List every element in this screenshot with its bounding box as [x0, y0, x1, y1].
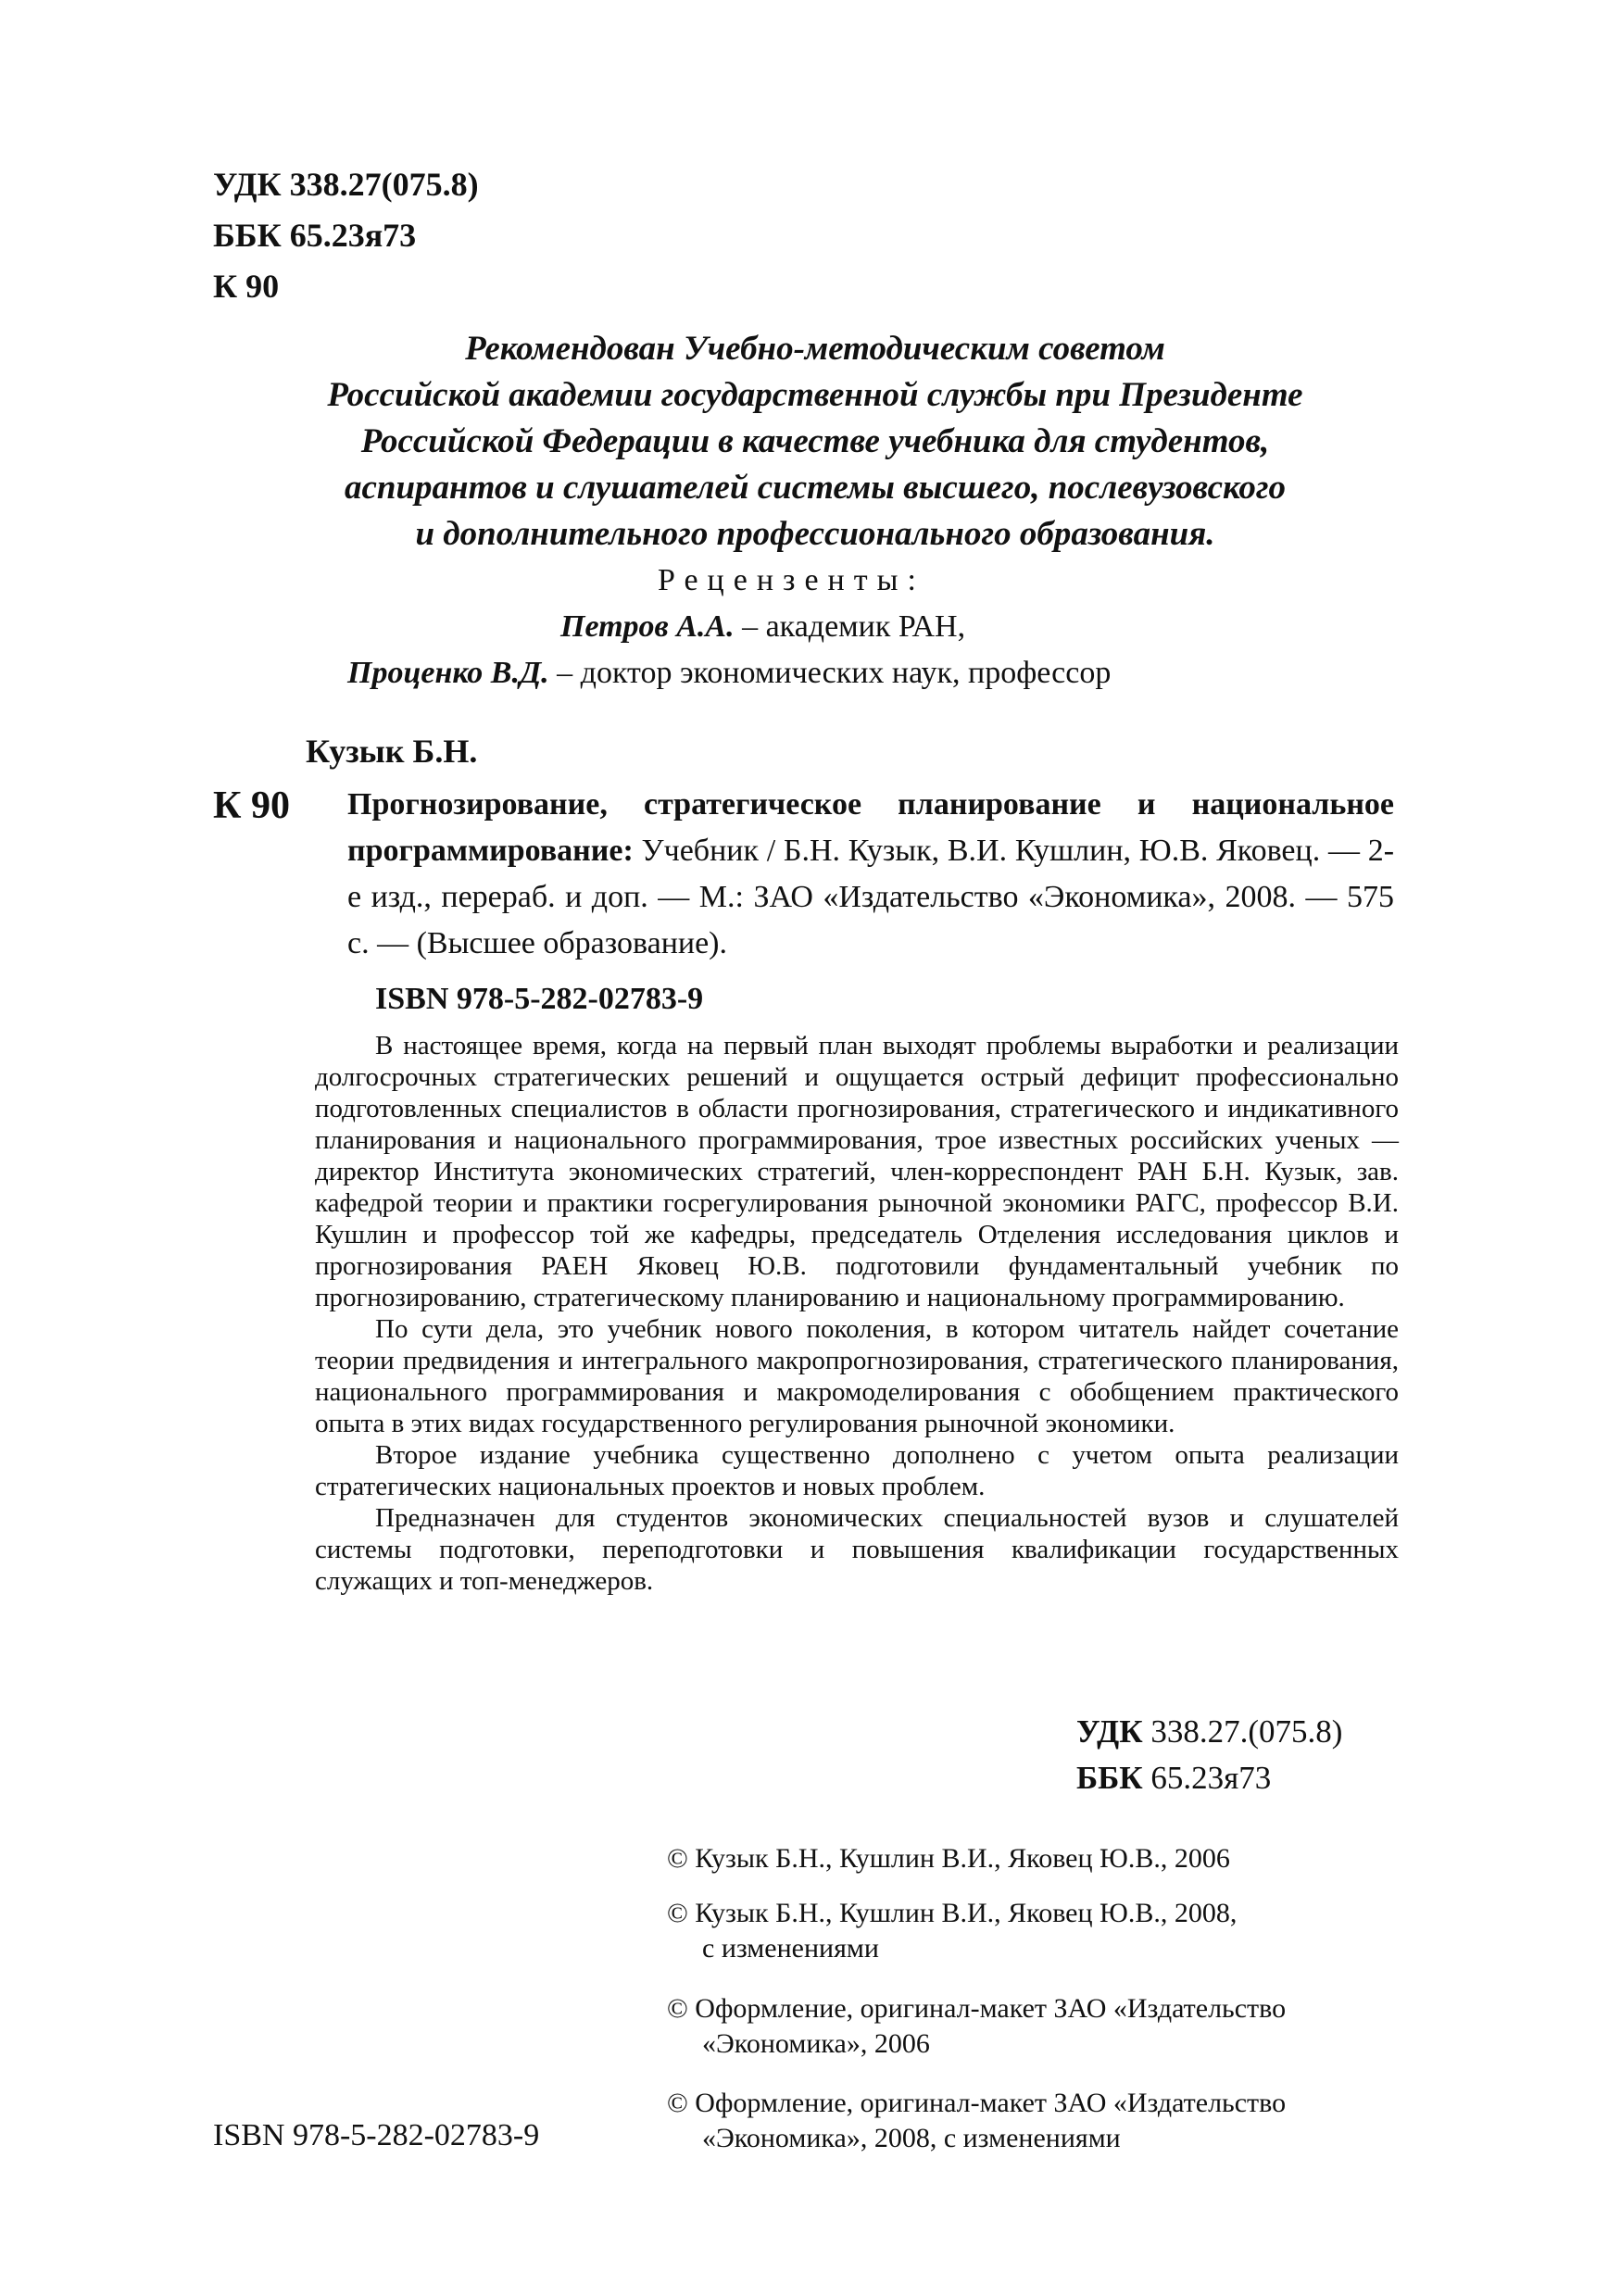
reviewer-name: Проценко В.Д. — [347, 656, 549, 690]
copyright-line: © Оформление, оригинал-макет ЗАО «Издательство — [667, 2088, 1287, 2118]
copyright-line: «Экономика», 2008, с изменениями — [702, 2123, 1121, 2153]
udk-label: УДК — [1076, 1713, 1143, 1750]
recommendation-line: и дополнительного профессионального образования. — [415, 515, 1215, 553]
reviewers-heading: Рецензенты: — [658, 563, 925, 597]
bottom-isbn: ISBN 978-5-282-02783-9 — [213, 2118, 540, 2152]
bottom-udk — [1076, 1709, 1342, 1755]
bbk-value: 65.23я73 — [1150, 1760, 1272, 1796]
reviewer-entry — [347, 656, 1111, 691]
copyright-notice — [667, 2086, 1286, 2156]
recommendation-line: аспирантов и слушателей системы высшего, послевузовского — [344, 469, 1287, 507]
book-details: Учебник / Б.Н. Кузык, В.И. Кушлин, Ю.В. Яковец. — 2-е изд., перераб. и доп. — М.: ЗАО «Издательство «Экономика», 2008. — 575 с. — (Высшее образование). — [347, 834, 1395, 960]
copyright-line: © Кузык Б.Н., Кушлин В.И., Яковец Ю.В., 2006 — [667, 1843, 1230, 1874]
bottom-bbk — [1076, 1755, 1342, 1801]
recommendation-line: Российской Федерации в качестве учебника для студентов, — [360, 422, 1270, 460]
annotation-paragraph: В настоящее время, когда на первый план выходят проблемы выработки и реализации долгосрочных стратегических решений и ощущается острый дефицит профессионально подготовленных специалистов в области прогнозирования, стратегического и индикативного планирования и национального программирования, трое известных российских ученых — директор Института экономических стратегий, член-корреспондент РАН Б.Н. Кузык, зав. кафедрой теории и практики госрегулирования рыночной экономики РАГС, профессор В.И. Кушлин и профессор той же кафедры, председатель Отделения исследования циклов и прогнозирования РАЕН Яковец Ю.В. подготовили фундаментальный учебник по прогнозированию, стратегическому планированию и национальному программированию. — [315, 1031, 1399, 1312]
annotation-paragraph: По сути дела, это учебник нового поколения, в котором читатель найдет сочетание теории предвидения и интегрального макропрогнозирования, стратегического планирования, национального программирования и макромоделирования с обобщением практического опыта в этих видах государственного регулирования рыночной экономики. — [315, 1314, 1399, 1438]
catalog-isbn: ISBN 978-5-282-02783-9 — [375, 982, 704, 1016]
copyright-line: с изменениями — [702, 1933, 879, 1964]
copyright-notice — [667, 1841, 1230, 1876]
reviewer-role: – доктор экономических наук, профессор — [557, 656, 1112, 690]
copyright-notice — [667, 1896, 1237, 1966]
recommendation-statement — [185, 326, 1445, 558]
copyright-notice — [667, 1991, 1286, 2062]
udk-code: УДК 338.27(075.8) — [213, 166, 479, 203]
bottom-classification-codes — [1076, 1709, 1342, 1801]
recommendation-line: Рекомендован Учебно-методическим советом — [465, 330, 1165, 368]
reviewer-role: – академик РАН, — [742, 609, 966, 644]
reviewer-name: Петров А.А. — [560, 609, 735, 644]
recommendation-line: Российской академии государственной службы при Президенте — [327, 376, 1303, 414]
annotation — [315, 1030, 1399, 1597]
annotation-paragraph: Второе издание учебника существенно дополнено с учетом опыта реализации стратегических национальных проектов и новых проблем. — [315, 1440, 1399, 1501]
cutter-mark: К 90 — [213, 784, 290, 827]
reviewer-entry — [560, 609, 965, 645]
bibliographic-description — [347, 782, 1394, 967]
copyright-line: © Оформление, оригинал-макет ЗАО «Издательство — [667, 1993, 1287, 2024]
annotation-paragraph: Предназначен для студентов экономических специальностей вузов и слушателей системы подготовки, переподготовки и повышения квалификации государственных служащих и топ-менеджеров. — [315, 1503, 1399, 1596]
classification-codes — [213, 159, 479, 312]
udk-value: 338.27.(075.8) — [1150, 1713, 1343, 1750]
bbk-label: ББК — [1076, 1760, 1143, 1796]
cutter-code: К 90 — [213, 268, 280, 305]
copyright-line: © Кузык Б.Н., Кушлин В.И., Яковец Ю.В., 2008, — [667, 1898, 1238, 1928]
book-title: Прогнозирование, стратегическое планирование и национальное программирование: — [347, 787, 1394, 868]
author-heading: Кузык Б.Н. — [306, 733, 478, 770]
bbk-code: ББК 65.23я73 — [213, 217, 417, 254]
copyright-line: «Экономика», 2006 — [702, 2028, 930, 2059]
